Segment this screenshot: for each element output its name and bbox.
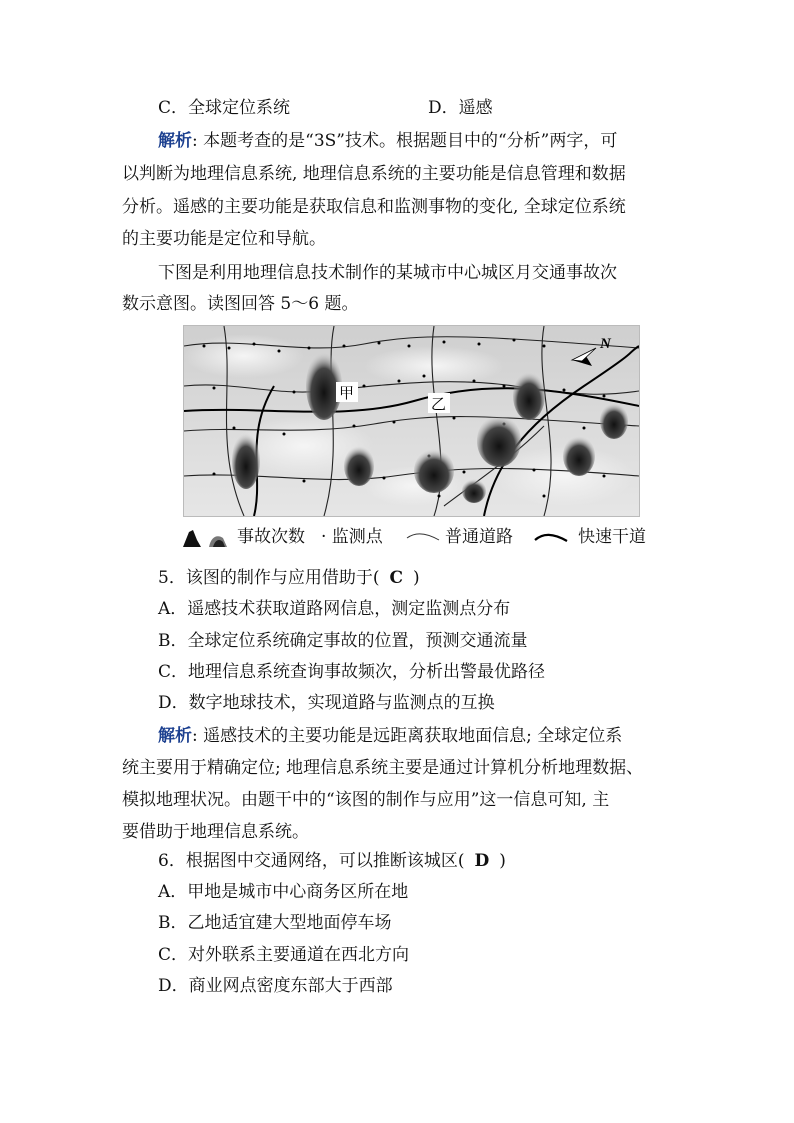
legend-road: 普通道路 xyxy=(445,527,513,547)
q6-option-c: C．对外联系主要通道在西北方向 xyxy=(158,945,410,965)
accident-map-figure xyxy=(183,325,640,517)
q5-option-d: D．数字地球技术，实现道路与监测点的互换 xyxy=(158,693,495,713)
north-label: N xyxy=(600,336,611,352)
legend-accidents: 事故次数 xyxy=(237,527,305,547)
road-line-icon xyxy=(405,528,441,548)
legend-expressway: 快速干道 xyxy=(578,527,646,547)
q6-option-d: D．商业网点密度东部大于西部 xyxy=(158,976,393,996)
intro-line2: 数示意图。读图回答 5～6 题。 xyxy=(122,294,359,314)
analysis-label: 解析 xyxy=(158,131,192,151)
label-yi: 乙 xyxy=(431,395,447,413)
label-jia: 甲 xyxy=(339,384,355,402)
analysis5-line1: 解析: 遥感技术的主要功能是远距离获取地面信息; 全球定位系 xyxy=(158,726,623,746)
q4-option-d: D．遥感 xyxy=(428,98,493,118)
intro-line1: 下图是利用地理信息技术制作的某城市中心城区月交通事故次 xyxy=(158,263,617,283)
map-legend xyxy=(183,525,653,549)
expressway-line-icon xyxy=(533,528,569,548)
q5-option-c: C．地理信息系统查询事故频次，分析出警最优路径 xyxy=(158,662,546,682)
analysis-label: 解析 xyxy=(158,726,192,746)
q6-stem: 6．根据图中交通网络，可以推断该城区( D ) xyxy=(158,851,506,871)
analysis4-line4: 的主要功能是定位和导航。 xyxy=(122,229,326,249)
q5-option-b: B．全球定位系统确定事故的位置，预测交通流量 xyxy=(158,631,528,651)
q5-answer: C xyxy=(389,568,403,588)
q6-option-a: A．甲地是城市中心商务区所在地 xyxy=(158,882,409,902)
q5-option-a: A．遥感技术获取道路网信息，测定监测点分布 xyxy=(158,599,511,619)
q5-stem: 5．该图的制作与应用借助于( C ) xyxy=(158,568,420,588)
q6-answer: D xyxy=(474,851,490,871)
q6-option-b: B．乙地适宜建大型地面停车场 xyxy=(158,913,392,933)
analysis4-line1: 解析: 本题考查的是“3S”技术。根据题目中的“分析”两字，可 xyxy=(158,131,618,151)
analysis5-line4: 要借助于地理信息系统。 xyxy=(122,822,309,842)
analysis5-line2: 统主要用于精确定位; 地理信息系统主要是通过计算机分析地理数据、 xyxy=(122,758,644,778)
accident-count-icon xyxy=(183,528,231,548)
accident-map-image xyxy=(184,326,639,516)
legend-monitoring: · 监测点 xyxy=(321,527,383,547)
q4-option-c: C．全球定位系统 xyxy=(158,98,291,118)
analysis4-line2: 以判断为地理信息系统, 地理信息系统的主要功能是信息管理和数据 xyxy=(122,164,626,184)
analysis4-line3: 分析。遥感的主要功能是获取信息和监测事物的变化, 全球定位系统 xyxy=(122,197,626,217)
analysis5-line3: 模拟地理状况。由题干中的“该图的制作与应用”这一信息可知, 主 xyxy=(122,790,610,810)
